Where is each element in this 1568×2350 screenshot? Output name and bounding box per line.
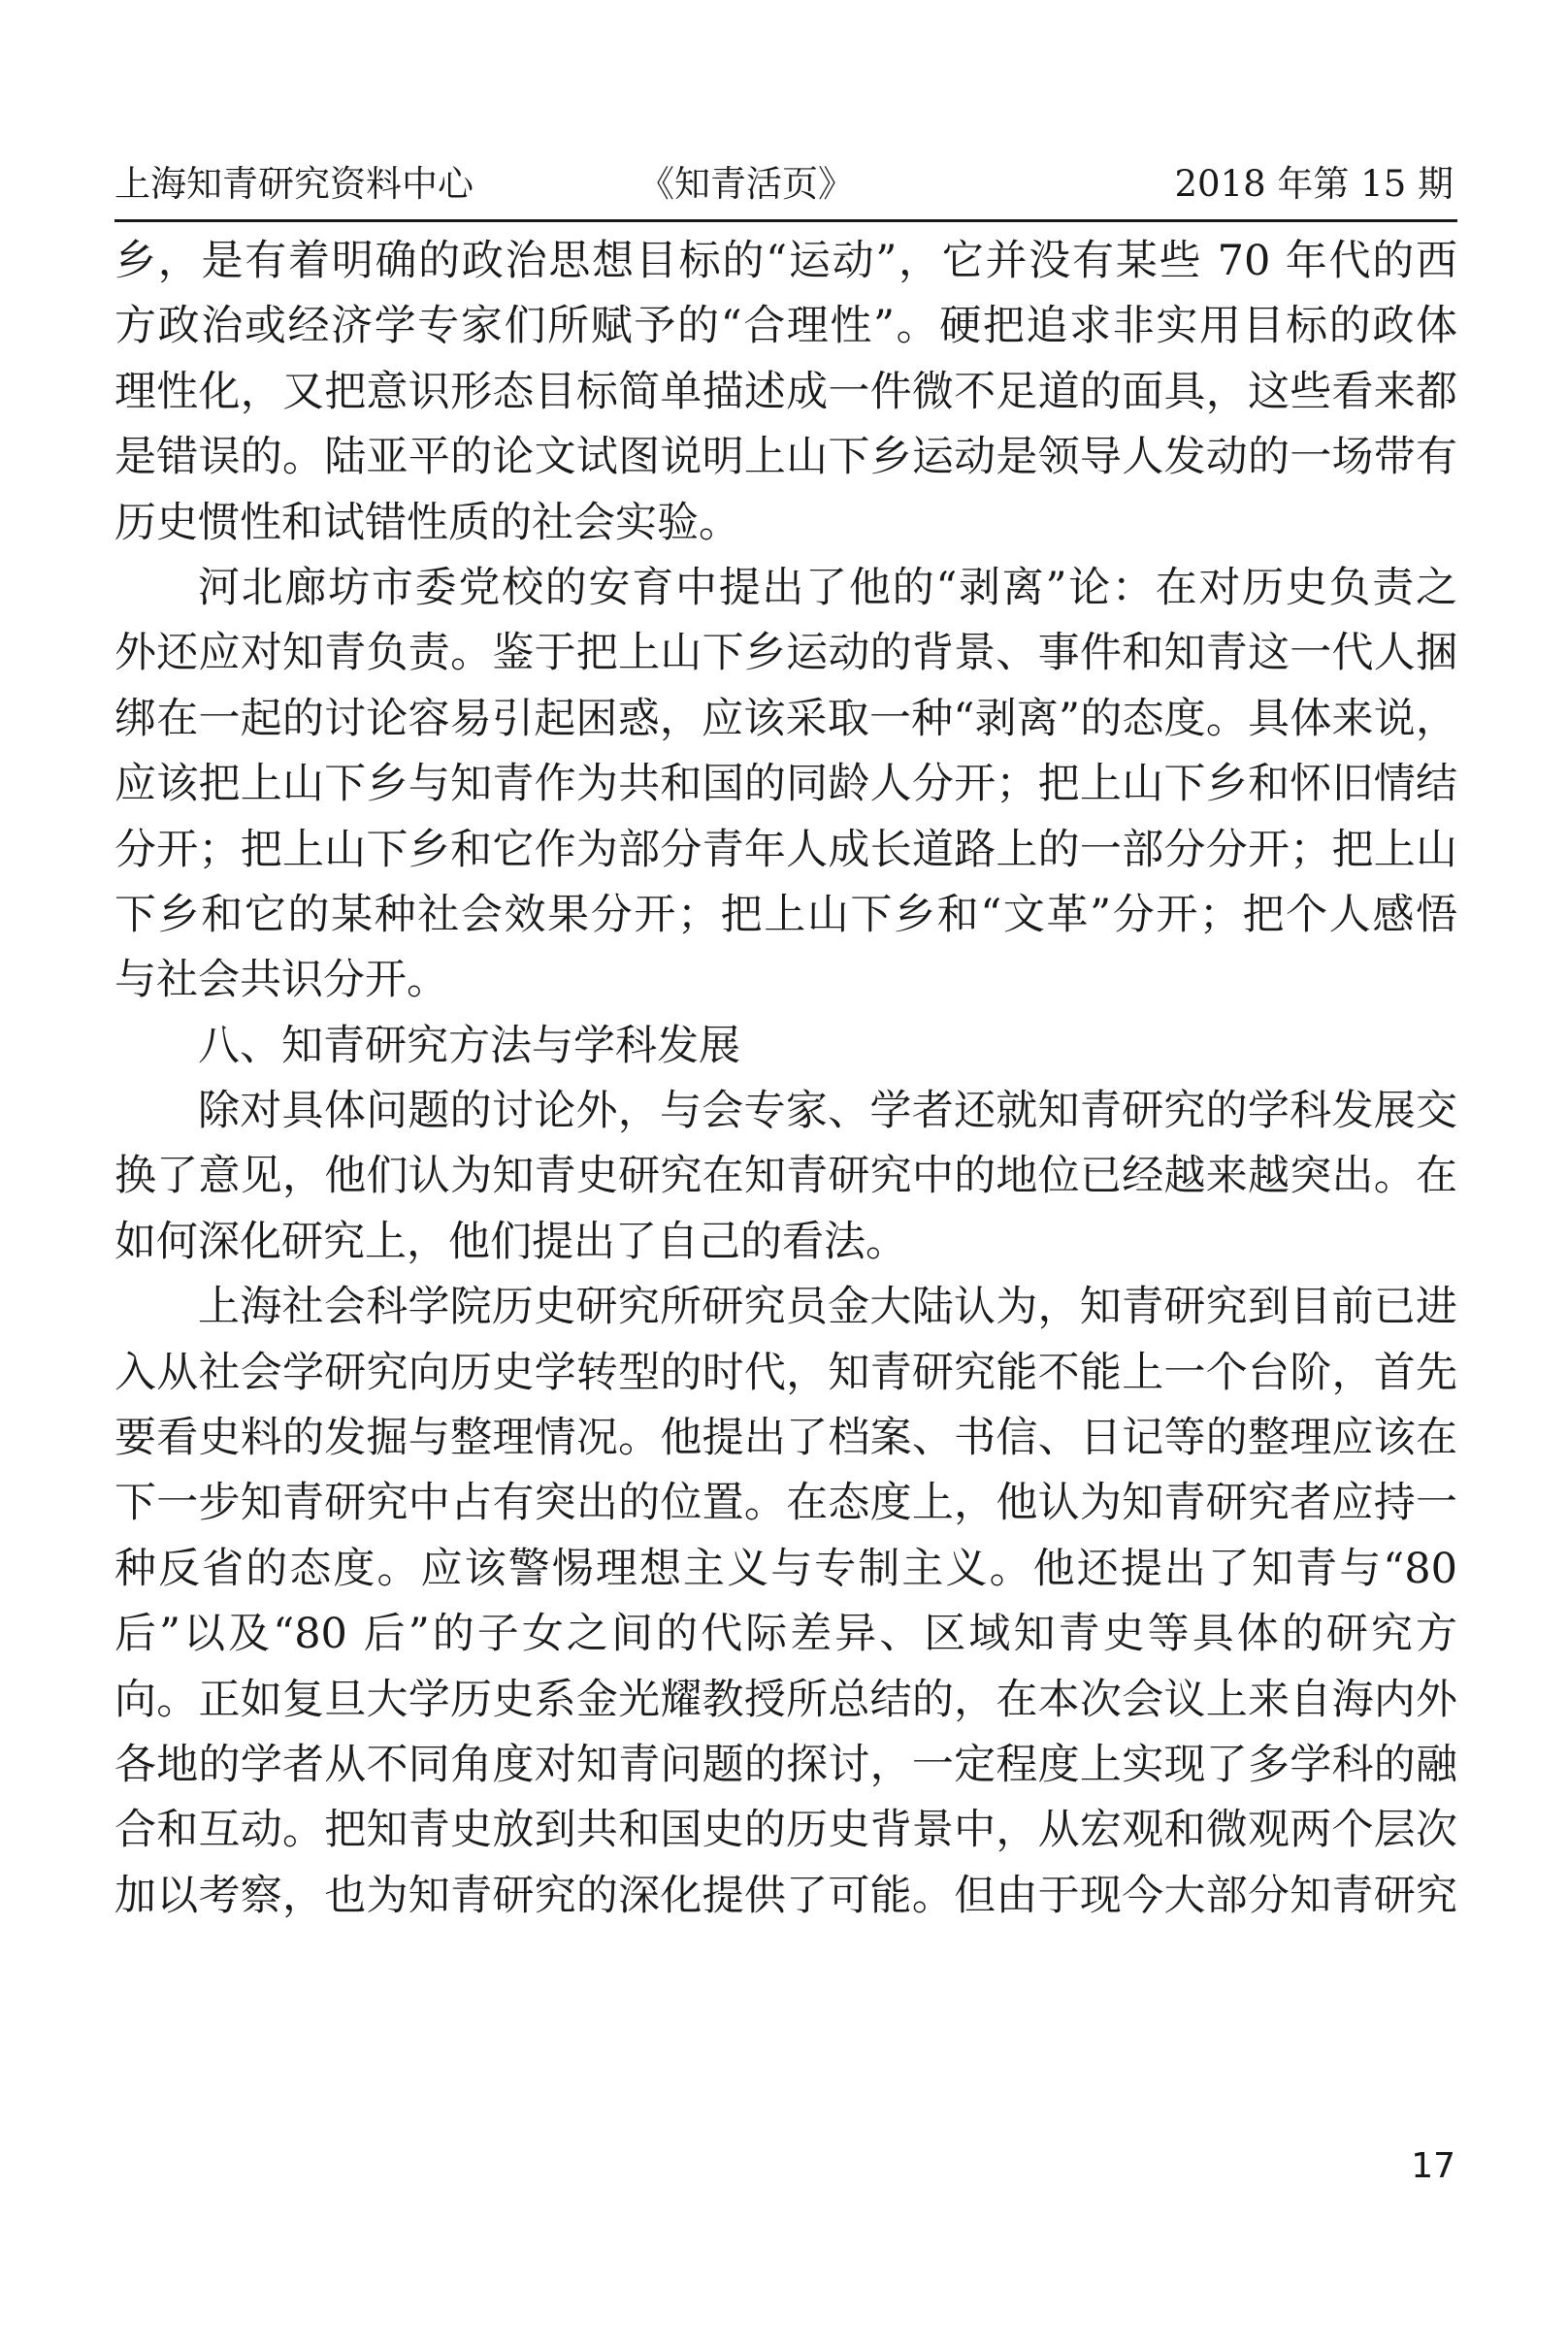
text-line: 除对具体问题的讨论外，与会专家、学者还就知青研究的学科发展交 (198, 1087, 1457, 1136)
text-line: 入从社会学研究向历史学转型的时代，知青研究能不能上一个台阶，首先 (114, 1348, 1457, 1397)
text-line: 绑在一起的讨论容易引起困惑，应该采取一种“剥离”的态度。具体来说， (114, 694, 1457, 743)
text-line: 合和互动。把知青史放到共和国史的历史背景中，从宏观和微观两个层次 (114, 1806, 1457, 1855)
text-line: 加以考察，也为知青研究的深化提供了可能。但由于现今大部分知青研究 (114, 1871, 1457, 1920)
text-line: 河北廊坊市委党校的安育中提出了他的“剥离”论：在对历史负责之 (198, 563, 1457, 612)
header-publisher: 上海知青研究资料中心 (114, 163, 474, 205)
text-line: 历史惯性和试错性质的社会实验。 (114, 498, 740, 547)
text-line: 是错误的。陆亚平的论文试图说明上山下乡运动是领导人发动的一场带有 (114, 433, 1457, 482)
text-line: 分开；把上山下乡和它作为部分青年人成长道路上的一部分分开；把上山 (114, 825, 1457, 874)
text-line: 各地的学者从不同角度对知青问题的探讨，一定程度上实现了多学科的融 (114, 1740, 1457, 1789)
running-header (114, 155, 1454, 213)
text-line: 种反省的态度。应该警惕理想主义与专制主义。他还提出了知青与“80 (114, 1544, 1457, 1593)
text-line: 理性化，又把意识形态目标简单描述成一件微不足道的面具，这些看来都 (114, 367, 1457, 416)
text-line: 下乡和它的某种社会效果分开；把上山下乡和“文革”分开；把个人感悟 (114, 890, 1457, 939)
body-text (114, 229, 1457, 1929)
text-line: 如何深化研究上，他们提出了自己的看法。 (114, 1217, 907, 1266)
section-heading: 八、知青研究方法与学科发展 (198, 1021, 740, 1070)
text-line: 向。正如复旦大学历史系金光耀教授所总结的，在本次会议上来自海内外 (114, 1675, 1457, 1724)
text-line: 换了意见，他们认为知青史研究在知青研究中的地位已经越来越突出。在 (114, 1152, 1457, 1201)
header-journal-title: 《知青活页》 (638, 163, 854, 205)
text-line: 上海社会科学院历史研究所研究员金大陆认为，知青研究到目前已进 (198, 1283, 1457, 1332)
text-line: 方政治或经济学专家们所赋予的“合理性”。硬把追求非实用目标的政体 (114, 302, 1457, 351)
page-number: 17 (1411, 2146, 1455, 2186)
text-line: 乡，是有着明确的政治思想目标的“运动”，它并没有某些 70 年代的西 (114, 237, 1457, 285)
text-line: 要看史料的发掘与整理情况。他提出了档案、书信、日记等的整理应该在 (114, 1414, 1457, 1463)
text-line: 外还应对知青负责。鉴于把上山下乡运动的背景、事件和知青这一代人捆 (114, 629, 1457, 678)
text-line: 下一步知青研究中占有突出的位置。在态度上，他认为知青研究者应持一 (114, 1479, 1457, 1528)
header-rule (114, 219, 1457, 222)
text-line: 后”以及“80 后”的子女之间的代际差异、区域知青史等具体的研究方 (114, 1610, 1457, 1659)
header-issue: 2018 年第 15 期 (1174, 163, 1454, 205)
text-line: 与社会共识分开。 (114, 956, 448, 1005)
text-line: 应该把上山下乡与知青作为共和国的同龄人分开；把上山下乡和怀旧情结 (114, 760, 1457, 809)
